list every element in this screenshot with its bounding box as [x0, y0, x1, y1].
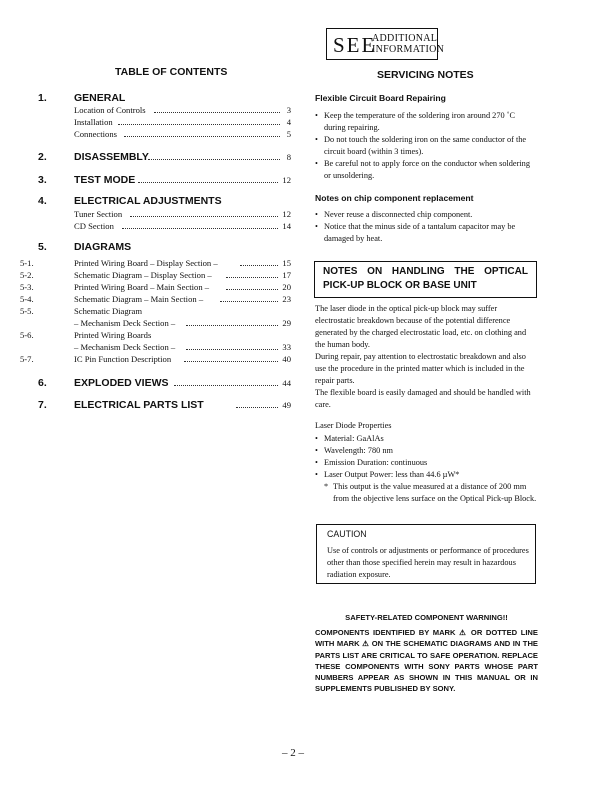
list-item: • Do not touch the soldering iron on the same conductor of the circuit board (within 3 times).: [315, 135, 527, 156]
list-item: • Notice that the minus side of a tantalum capacitor may be damaged by heat.: [315, 222, 516, 243]
toc-item: 5-7. IC Pin Function Description 40: [20, 354, 291, 364]
laser-diode-properties-title: Laser Diode Properties: [315, 421, 392, 430]
laser-diode-paragraph: The laser diode in the optical pick-up block may suffer electrostatic breakdown because of the potential difference generated by the charged electrostatic load, etc. on clothing and the human body. During repair, pay attention to electrostatic breakdown and also use the procedure in the printed matter which is included in the repair parts. The flexible board is easily damaged and should be handled with care.: [315, 304, 531, 409]
toc-leader: 49: [0, 400, 300, 412]
flexible-circuit-heading: Flexible Circuit Board Repairing: [315, 93, 446, 103]
stamp-see-text: SEE: [333, 33, 377, 57]
toc-item: CD Section 14: [74, 221, 291, 231]
toc-item: 5-5. Schematic Diagram: [20, 306, 143, 316]
toc-leader: 44: [0, 378, 300, 390]
toc-item: – Mechanism Deck Section – 29: [74, 318, 291, 328]
list-item: • Laser Output Power: less than 44.6 µW*: [315, 470, 460, 479]
safety-warning-body: COMPONENTS IDENTIFIED BY MARK ⚠ OR DOTTED LINE WITH MARK ⚠ ON THE SCHEMATIC DIAGRAMS AND IN THE PARTS LIST ARE CRITICAL TO SAFE OPERATION. REPLACE THESE COMPONENTS WITH SONY PARTS WHOSE PART NUMBERS APPEAR AS SHOWN IN THIS MANUAL OR IN SUPPLEMENTS PUBLISHED BY SONY.: [315, 628, 538, 694]
flexible-circuit-list: [315, 110, 538, 182]
safety-warning-title: SAFETY-RELATED COMPONENT WARNING!!: [345, 613, 508, 622]
toc-item: 5-4. Schematic Diagram – Main Section – 23: [20, 294, 291, 304]
toc-item: Tuner Section 12: [74, 209, 291, 219]
toc-title: TABLE OF CONTENTS: [115, 66, 228, 78]
optical-pickup-notes-box: NOTES ON HANDLING THE OPTICAL PICK-UP BLOCK OR BASE UNIT: [314, 261, 537, 298]
toc-item: 5-1. Printed Wiring Board – Display Section – 15: [20, 258, 291, 268]
servicing-notes-title: SERVICING NOTES: [377, 69, 474, 81]
list-item: • Keep the temperature of the soldering iron around 270 ˚C during repairing.: [315, 111, 515, 132]
chip-component-heading: Notes on chip component replacement: [315, 193, 474, 203]
toc-item: Installation 4: [74, 117, 291, 127]
caution-body: Use of controls or adjustments or performance of procedures other than those specified herein may result in hazardous radiation exposure.: [327, 546, 529, 579]
toc-leader: 8: [0, 152, 300, 164]
toc-item: 5-2. Schematic Diagram – Display Section – 17: [20, 270, 291, 280]
list-item: • Wavelength: 780 nm: [315, 446, 393, 455]
chip-component-list: [315, 209, 538, 245]
list-item: • Be careful not to apply force on the conductor when soldering or unsoldering.: [315, 159, 530, 180]
see-additional-information-stamp: [326, 28, 445, 60]
list-item: • Emission Duration: continuous: [315, 458, 428, 467]
toc-item: 5-6. Printed Wiring Boards: [20, 330, 152, 340]
toc-item: – Mechanism Deck Section – 33: [74, 342, 291, 352]
list-item: • Never reuse a disconnected chip component.: [315, 210, 473, 219]
list-item: • Material: GaAlAs: [315, 434, 384, 443]
toc-item: Location of Controls 3: [74, 105, 291, 115]
page-number: – 2 –: [282, 747, 304, 759]
stamp-additional-information-text: ADDITIONAL INFORMATION: [372, 33, 445, 55]
laser-output-footnote: * This output is the value measured at a distance of 200 mm from the objective lens surface on the Optical Pick-up Block.: [324, 482, 537, 503]
laser-diode-properties-list: [315, 433, 538, 481]
toc-item: 5-3. Printed Wiring Board – Main Section – 20: [20, 282, 291, 292]
caution-title: CAUTION: [327, 529, 367, 539]
caution-box: [316, 524, 536, 584]
toc-leader: 12: [0, 175, 300, 187]
toc-item: Connections 5: [74, 129, 291, 139]
